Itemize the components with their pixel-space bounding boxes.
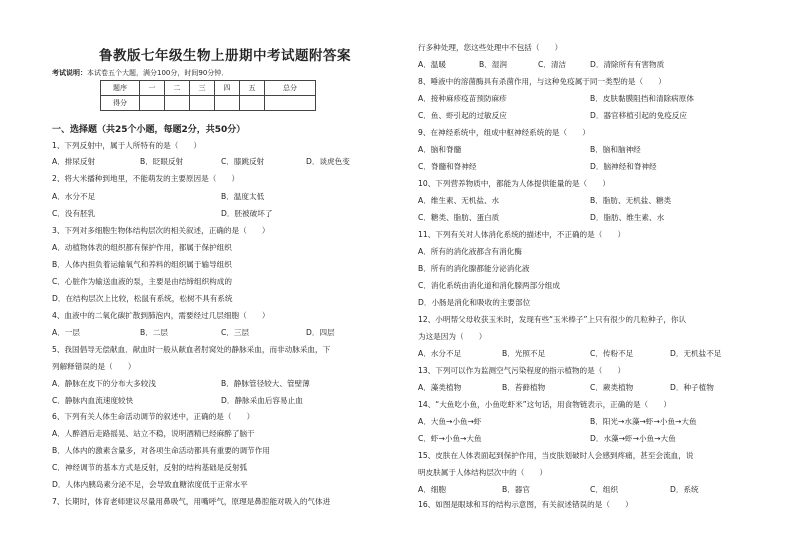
option: D．胚被破坏了 xyxy=(221,209,273,218)
option: C．糖类、脂肪、蛋白质 xyxy=(418,213,500,222)
score-cell: 四 xyxy=(215,81,240,96)
option: D．静脉采血后容易止血 xyxy=(221,396,303,405)
question-stem: 14、“大鱼吃小鱼，小鱼吃虾米”这句话，用食物链表示，正确的是（ ） xyxy=(418,400,671,409)
question-stem: 12、小明帮父母收获玉米时，发现有些“玉米棒子”上只有很少的几粒种子，你认 xyxy=(418,315,687,324)
option: D．脂肪、维生素、水 xyxy=(590,213,665,222)
option: A．动植物体表的组织都有保护作用，都属于保护组织 xyxy=(52,243,232,252)
question-stem: 6、下列有关人体生命活动调节的叙述中，正确的是（ ） xyxy=(52,412,255,421)
question-stem: 7、长期时，体育老师建议尽量用鼻吸气，用嘴呼气，原理是鼻腔能对吸入的气体进 xyxy=(52,497,331,506)
question-stem-cont: 列解释错误的是（ ） xyxy=(52,362,136,371)
option: C．清洁 xyxy=(538,60,567,69)
question-stem: 8、唾液中的溶菌酶具有杀菌作用，与这种免疫属于同一类型的是（ ） xyxy=(418,77,666,86)
score-cell: 二 xyxy=(165,81,190,96)
option: D．在结构层次上比较，松鼠有系统，松树不具有系统 xyxy=(52,294,233,303)
question-stem: 10、下列营养物质中，都能为人体提供能量的是（ ） xyxy=(418,179,610,188)
option: A．大鱼→小鱼→虾 xyxy=(418,417,482,426)
score-cell-empty xyxy=(265,96,316,111)
option: C．没有胚乳 xyxy=(52,209,96,218)
option: B．眨眼反射 xyxy=(140,157,184,166)
option: A．静脉在皮下的分布大多较浅 xyxy=(52,379,156,388)
question-stem-cont: 行多种处理，您这些处理中不包括（ ） xyxy=(418,43,563,52)
option: A．所有的消化液都含有消化酶 xyxy=(418,247,522,256)
question-stem: 5、我国倡导无偿献血．献血时一般从献血者肘窝处的静脉采血，而非动脉采血，下 xyxy=(52,345,331,354)
option: A．接种麻疹疫苗预防麻疹 xyxy=(418,94,507,103)
option: A．水分不足 xyxy=(418,349,462,358)
option: C．脊髓和脊神经 xyxy=(418,162,477,171)
option: C．三层 xyxy=(221,328,250,337)
option: C．膝跳反射 xyxy=(221,157,265,166)
option: D．小肠是消化和吸收的主要部位 xyxy=(418,298,531,307)
score-cell-empty xyxy=(240,96,265,111)
score-cell: 得分 xyxy=(101,96,140,111)
option: C．虾→小鱼→大鱼 xyxy=(418,434,482,443)
score-cell-empty xyxy=(190,96,215,111)
note-text: 本试卷五个大题，满分100分，时间90分钟． xyxy=(87,69,229,77)
option: B．人体内担负着运输氧气和养料的组织属于输导组织 xyxy=(52,260,232,269)
score-cell-empty xyxy=(215,96,240,111)
exam-title: 鲁教版七年级生物上册期中考试题附答案 xyxy=(99,48,351,64)
option: B．器官 xyxy=(502,485,530,494)
score-cell-empty xyxy=(165,96,190,111)
option: B．皮肤黏膜阻挡和清除病原体 xyxy=(590,94,694,103)
option: D．无机盐不足 xyxy=(670,349,722,358)
option: A．一层 xyxy=(52,328,80,337)
question-stem: 3、下列对多细胞生物体结构层次的相关叙述，正确的是（ ） xyxy=(52,226,270,235)
option: C．组织 xyxy=(590,485,619,494)
option: A．脑和脊髓 xyxy=(418,145,462,154)
question-stem-cont: 明皮肤属于人体结构层次中的（ ） xyxy=(418,468,548,477)
option: C．传粉不足 xyxy=(590,349,634,358)
option: A．水分不足 xyxy=(52,192,96,201)
option: D．种子植物 xyxy=(670,383,714,392)
option: D．清除所有有害物质 xyxy=(590,60,665,69)
option: A．细胞 xyxy=(418,485,446,494)
question-stem: 9、在神经系统中，组成中枢神经系统的是（ ） xyxy=(418,128,590,137)
option: D．四层 xyxy=(306,328,335,337)
option: A．人醉酒后走路摇晃、站立不稳，说明酒精已经麻醉了脑干 xyxy=(52,429,255,438)
score-cell: 三 xyxy=(190,81,215,96)
option: C．静脉内血流速度较快 xyxy=(52,396,134,405)
question-stem: 11、下列有关对人体消化系统的描述中，不正确的是（ ） xyxy=(418,230,626,239)
option: D．谈虎色变 xyxy=(306,157,350,166)
score-cell: 总分 xyxy=(265,81,316,96)
question-stem: 2、将大米播种到地里，不能萌发的主要原因是（ ） xyxy=(52,174,240,183)
option: B．二层 xyxy=(140,328,168,337)
option: D．水藻→虾→小鱼→大鱼 xyxy=(590,434,676,443)
option: B．湿润 xyxy=(479,60,507,69)
score-cell: 题序 xyxy=(101,81,140,96)
question-stem: 15、皮肤在人体表面起到保护作用，当皮肤划破时人会感到疼痛，甚至会流血，说 xyxy=(418,451,694,460)
option: D．脑神经和脊神经 xyxy=(590,162,657,171)
question-stem: 16、如图是眼球和耳的结构示意图，有关叙述错误的是（ ） xyxy=(418,500,633,509)
option: A．维生素、无机盐、水 xyxy=(418,196,500,205)
option: A．藻类植物 xyxy=(418,383,462,392)
question-stem: 13、下列可以作为监测空气污染程度的指示植物的是（ ） xyxy=(418,366,626,375)
score-table-score-row xyxy=(101,96,316,111)
option: B．脂肪、无机盐、糖类 xyxy=(590,196,672,205)
question-stem: 1、下列反射中，属于人所特有的是（ ） xyxy=(52,141,202,150)
option: B．脑和脑神经 xyxy=(590,145,641,154)
option: B．阳光→水藻→虾→小鱼→大鱼 xyxy=(590,417,697,426)
option: C．神经调节的基本方式是反射，反射的结构基础是反射弧 xyxy=(52,463,248,472)
option: D．器官移植引起的免疫反应 xyxy=(590,111,687,120)
score-table xyxy=(100,80,316,111)
note-label: 考试说明： xyxy=(52,69,87,77)
option: B．静脉管径较大、管壁薄 xyxy=(221,379,310,388)
question-stem-cont: 为这是因为（ ） xyxy=(418,332,487,341)
option: A．排尿反射 xyxy=(52,157,96,166)
option: D．系统 xyxy=(670,485,699,494)
option: B．温度太低 xyxy=(221,192,265,201)
option: C．蕨类植物 xyxy=(590,383,634,392)
section-heading: 一、选择题（共25个小题，每题2分，共50分） xyxy=(52,125,246,135)
score-table-header-row xyxy=(101,81,316,96)
option: C．心脏作为输送血液的泵，主要是由结缔组织构成的 xyxy=(52,277,232,286)
option: D．人体内胰岛素分泌不足，会导致血糖浓度低于正常水平 xyxy=(52,480,248,489)
exam-note xyxy=(52,68,228,78)
question-stem: 4、血液中的二氧化碳扩散到肺泡内，需要经过几层细胞（ ） xyxy=(52,311,270,320)
option: B．光照不足 xyxy=(502,349,546,358)
option: B．苔藓植物 xyxy=(502,383,546,392)
option: B．所有的消化腺都能分泌消化液 xyxy=(418,264,530,273)
option: A．温暖 xyxy=(418,60,446,69)
score-cell: 一 xyxy=(140,81,165,96)
score-cell-empty xyxy=(140,96,165,111)
option: C．鱼、虾引起的过敏反应 xyxy=(418,111,507,120)
option: C．消化系统由消化道和消化腺两部分组成 xyxy=(418,281,560,290)
score-cell: 五 xyxy=(240,81,265,96)
option: B．人体内的激素含量多，对各项生命活动都具有重要的调节作用 xyxy=(52,446,270,455)
